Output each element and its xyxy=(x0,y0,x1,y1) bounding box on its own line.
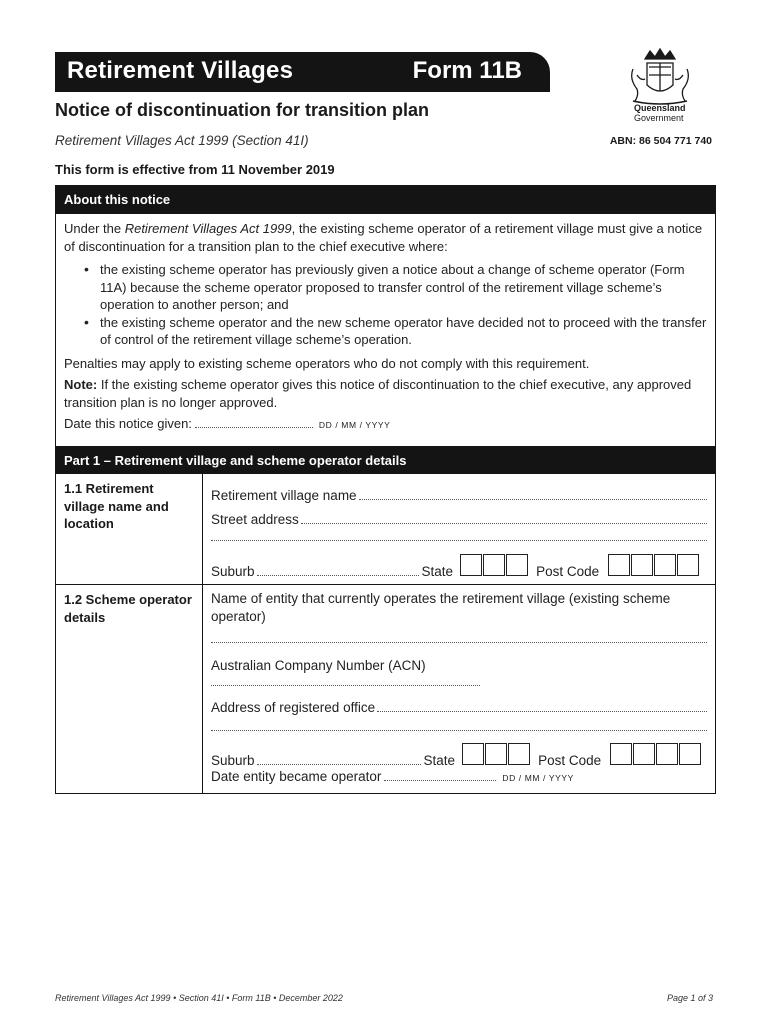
notice-date-field xyxy=(64,415,707,435)
village-name-input[interactable] xyxy=(359,489,707,500)
about-intro-post: , the existing scheme operator of a retirement village must give a notice of discontinuation for a transition plan to the chief executive where: xyxy=(64,221,703,254)
village-details-fields xyxy=(203,474,715,584)
notice-date-label: Date this notice given: xyxy=(64,416,192,431)
registered-office-field xyxy=(211,700,707,715)
postcode-box[interactable] xyxy=(608,554,630,576)
state-label: State xyxy=(421,564,454,579)
operator-suburb-input[interactable] xyxy=(257,754,421,765)
village-name-field xyxy=(211,488,707,503)
operator-postcode-input[interactable] xyxy=(609,743,701,765)
acn-input[interactable] xyxy=(211,685,480,686)
suburb-input[interactable] xyxy=(257,565,419,576)
about-bullet-list xyxy=(64,261,707,349)
government-name: Queensland xyxy=(634,103,686,113)
village-location-field xyxy=(211,554,707,579)
state-input[interactable] xyxy=(459,554,528,576)
operator-postcode-label: Post Code xyxy=(538,753,602,768)
form-banner xyxy=(55,52,550,92)
street-address-label: Street address xyxy=(211,512,299,527)
about-bullet: • the existing scheme operator has previously given a notice about a change of scheme operator (Form 11A) because the scheme operator proposed to transfer control of the retirement village scheme’s operation to another person; and xyxy=(64,261,707,314)
operator-suburb-label: Suburb xyxy=(211,753,255,768)
footer-reference: Retirement Villages Act 1999 • Section 41I • Form 11B • December 2022 xyxy=(55,993,343,1003)
form-title: Retirement Villages xyxy=(67,57,294,84)
effective-date-notice: This form is effective from 11 November 2019 xyxy=(55,162,335,177)
government-subtitle: Government xyxy=(634,113,684,123)
state-box[interactable] xyxy=(508,743,530,765)
about-intro-act: Retirement Villages Act 1999 xyxy=(124,221,292,236)
operator-details-fields xyxy=(203,585,715,793)
postcode-box[interactable] xyxy=(610,743,632,765)
form-number: Form 11B xyxy=(412,57,522,84)
postcode-box[interactable] xyxy=(677,554,699,576)
note-label: Note: xyxy=(64,377,98,392)
acn-label: Australian Company Number (ACN) xyxy=(211,658,426,673)
section-1-1-label: 1.1 Retirement village name and location xyxy=(56,474,203,584)
note-text xyxy=(64,376,707,411)
page-number: Page 1 of 3 xyxy=(666,993,713,1003)
state-box[interactable] xyxy=(506,554,528,576)
registered-office-label: Address of registered office xyxy=(211,700,376,715)
date-entity-format: DD / MM / YYYY xyxy=(502,773,574,783)
act-reference: Retirement Villages Act 1999 (Section 41I) xyxy=(55,133,309,148)
operator-state-label: State xyxy=(423,753,456,768)
registered-office-line2-input[interactable] xyxy=(211,730,707,731)
postcode-box[interactable] xyxy=(633,743,655,765)
about-heading: About this notice xyxy=(56,186,715,214)
date-entity-input[interactable] xyxy=(384,769,496,781)
operator-location-field xyxy=(211,743,707,768)
state-box[interactable] xyxy=(483,554,505,576)
street-address-input[interactable] xyxy=(301,513,707,524)
postcode-box[interactable] xyxy=(656,743,678,765)
abn-number: ABN: 86 504 771 740 xyxy=(609,135,712,147)
state-box[interactable] xyxy=(462,743,484,765)
date-entity-field xyxy=(211,769,574,784)
postcode-label: Post Code xyxy=(536,564,600,579)
village-name-label: Retirement village name xyxy=(211,488,357,503)
postcode-box[interactable] xyxy=(654,554,676,576)
entity-name-label: Name of entity that currently operates the retirement village (existing scheme operator) xyxy=(211,591,671,624)
part1-section xyxy=(55,446,716,794)
about-intro xyxy=(64,220,707,255)
form-subtitle: Notice of discontinuation for transition plan xyxy=(55,100,429,120)
postcode-box[interactable] xyxy=(631,554,653,576)
postcode-input[interactable] xyxy=(607,554,699,576)
date-entity-label: Date entity became operator xyxy=(211,769,382,784)
state-box[interactable] xyxy=(460,554,482,576)
state-box[interactable] xyxy=(485,743,507,765)
note-body: If the existing scheme operator gives this notice of discontinuation to the chief executive, any approved transition plan is no longer approved. xyxy=(64,377,692,410)
registered-office-input[interactable] xyxy=(377,701,707,712)
operator-state-input[interactable] xyxy=(461,743,530,765)
operator-details-row xyxy=(56,584,715,793)
section-1-2-label: 1.2 Scheme operator details xyxy=(56,585,203,793)
penalties-text: Penalties may apply to existing scheme operators who do not comply with this requirement. xyxy=(64,355,590,371)
about-bullet: • the existing scheme operator and the new scheme operator have decided not to proceed with the transfer of control of the retirement village scheme’s operation. xyxy=(64,314,707,349)
street-address-line2-input[interactable] xyxy=(211,540,707,541)
street-address-field xyxy=(211,512,707,527)
part1-heading: Part 1 – Retirement village and scheme operator details xyxy=(56,447,715,474)
notice-date-format: DD / MM / YYYY xyxy=(318,420,391,430)
postcode-box[interactable] xyxy=(679,743,701,765)
about-section xyxy=(55,185,716,447)
about-intro-pre: Under the xyxy=(64,221,125,236)
notice-date-input[interactable] xyxy=(195,416,313,428)
village-details-row xyxy=(56,474,715,584)
about-body xyxy=(56,214,715,435)
entity-name-input[interactable] xyxy=(211,642,707,643)
suburb-label: Suburb xyxy=(211,564,255,579)
